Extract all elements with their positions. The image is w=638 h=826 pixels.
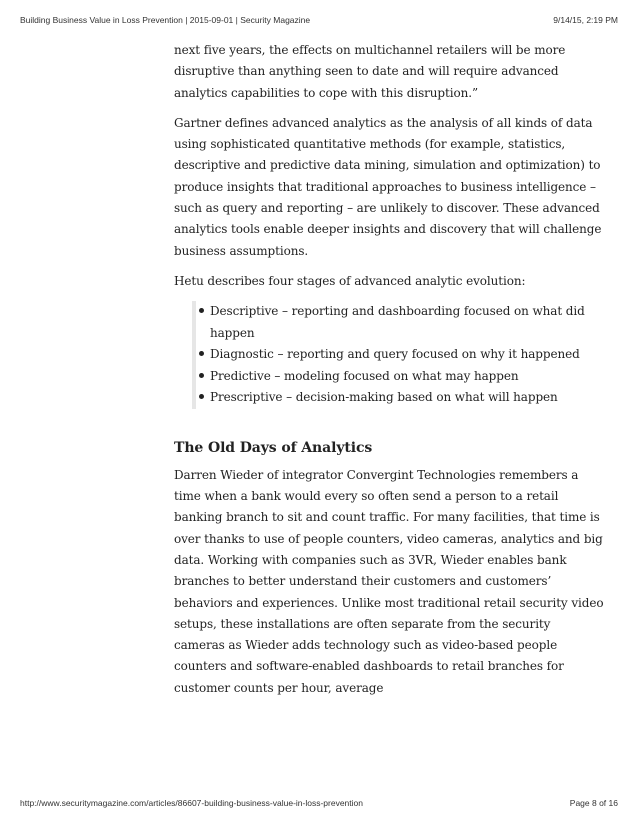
article-paragraph: Darren Wieder of integrator Convergint Technologies remembers a time when a bank would every so often send a person to a retail banking branch to sit and count traffic. For many facilities, that time is over thanks to use of people counters, video cameras, analytics and big data. Working with companies such as 3VR, Wieder enables bank branches to better understand their customers and customers’ behaviors and experiences. Unlike most traditional retail security video setups, these installations are often separate from the security cameras as Wieder adds technology such as video-based people counters and software-enabled dashboards to retail branches for customer counts per hour, average [174,467,604,695]
list-item: Predictive – modeling focused on what may happen [210,366,604,388]
article-paragraph: next five years, the effects on multichannel retailers will be more disruptive than anything seen to date and will require advanced analytics capabilities to cope with this disruption.” [174,43,566,100]
list-item: Prescriptive – decision-making based on what will happen [210,387,604,409]
article-paragraph: Gartner defines advanced analytics as the analysis of all kinds of data using sophisticated quantitative methods (for example, statistics, descriptive and predictive data mining, simulation and optimization) to produce insights that traditional approaches to business intelligence – such as query and reporting – are unlikely to discover. These advanced analytics tools enable deeper insights and discovery that will challenge business assumptions. [174,115,602,258]
analytics-stages-list [192,301,604,409]
list-item: Descriptive – reporting and dashboarding focused on what did happen [210,301,604,344]
page-number: Page 8 of 16 [569,798,618,808]
print-header-title: Building Business Value in Loss Prevention | 2015-09-01 | Security Magazine [20,15,311,25]
section-heading: The Old Days of Analytics [174,439,373,456]
print-header-timestamp: 9/14/15, 2:19 PM [553,15,618,25]
article-body [174,40,604,708]
print-header [20,15,618,25]
print-footer [20,798,618,808]
list-item: Diagnostic – reporting and query focused on why it happened [210,344,604,366]
page-url: http://www.securitymagazine.com/articles/86607-building-business-value-in-loss-prevention [20,798,363,808]
article-paragraph: Hetu describes four stages of advanced analytic evolution: [174,273,526,288]
